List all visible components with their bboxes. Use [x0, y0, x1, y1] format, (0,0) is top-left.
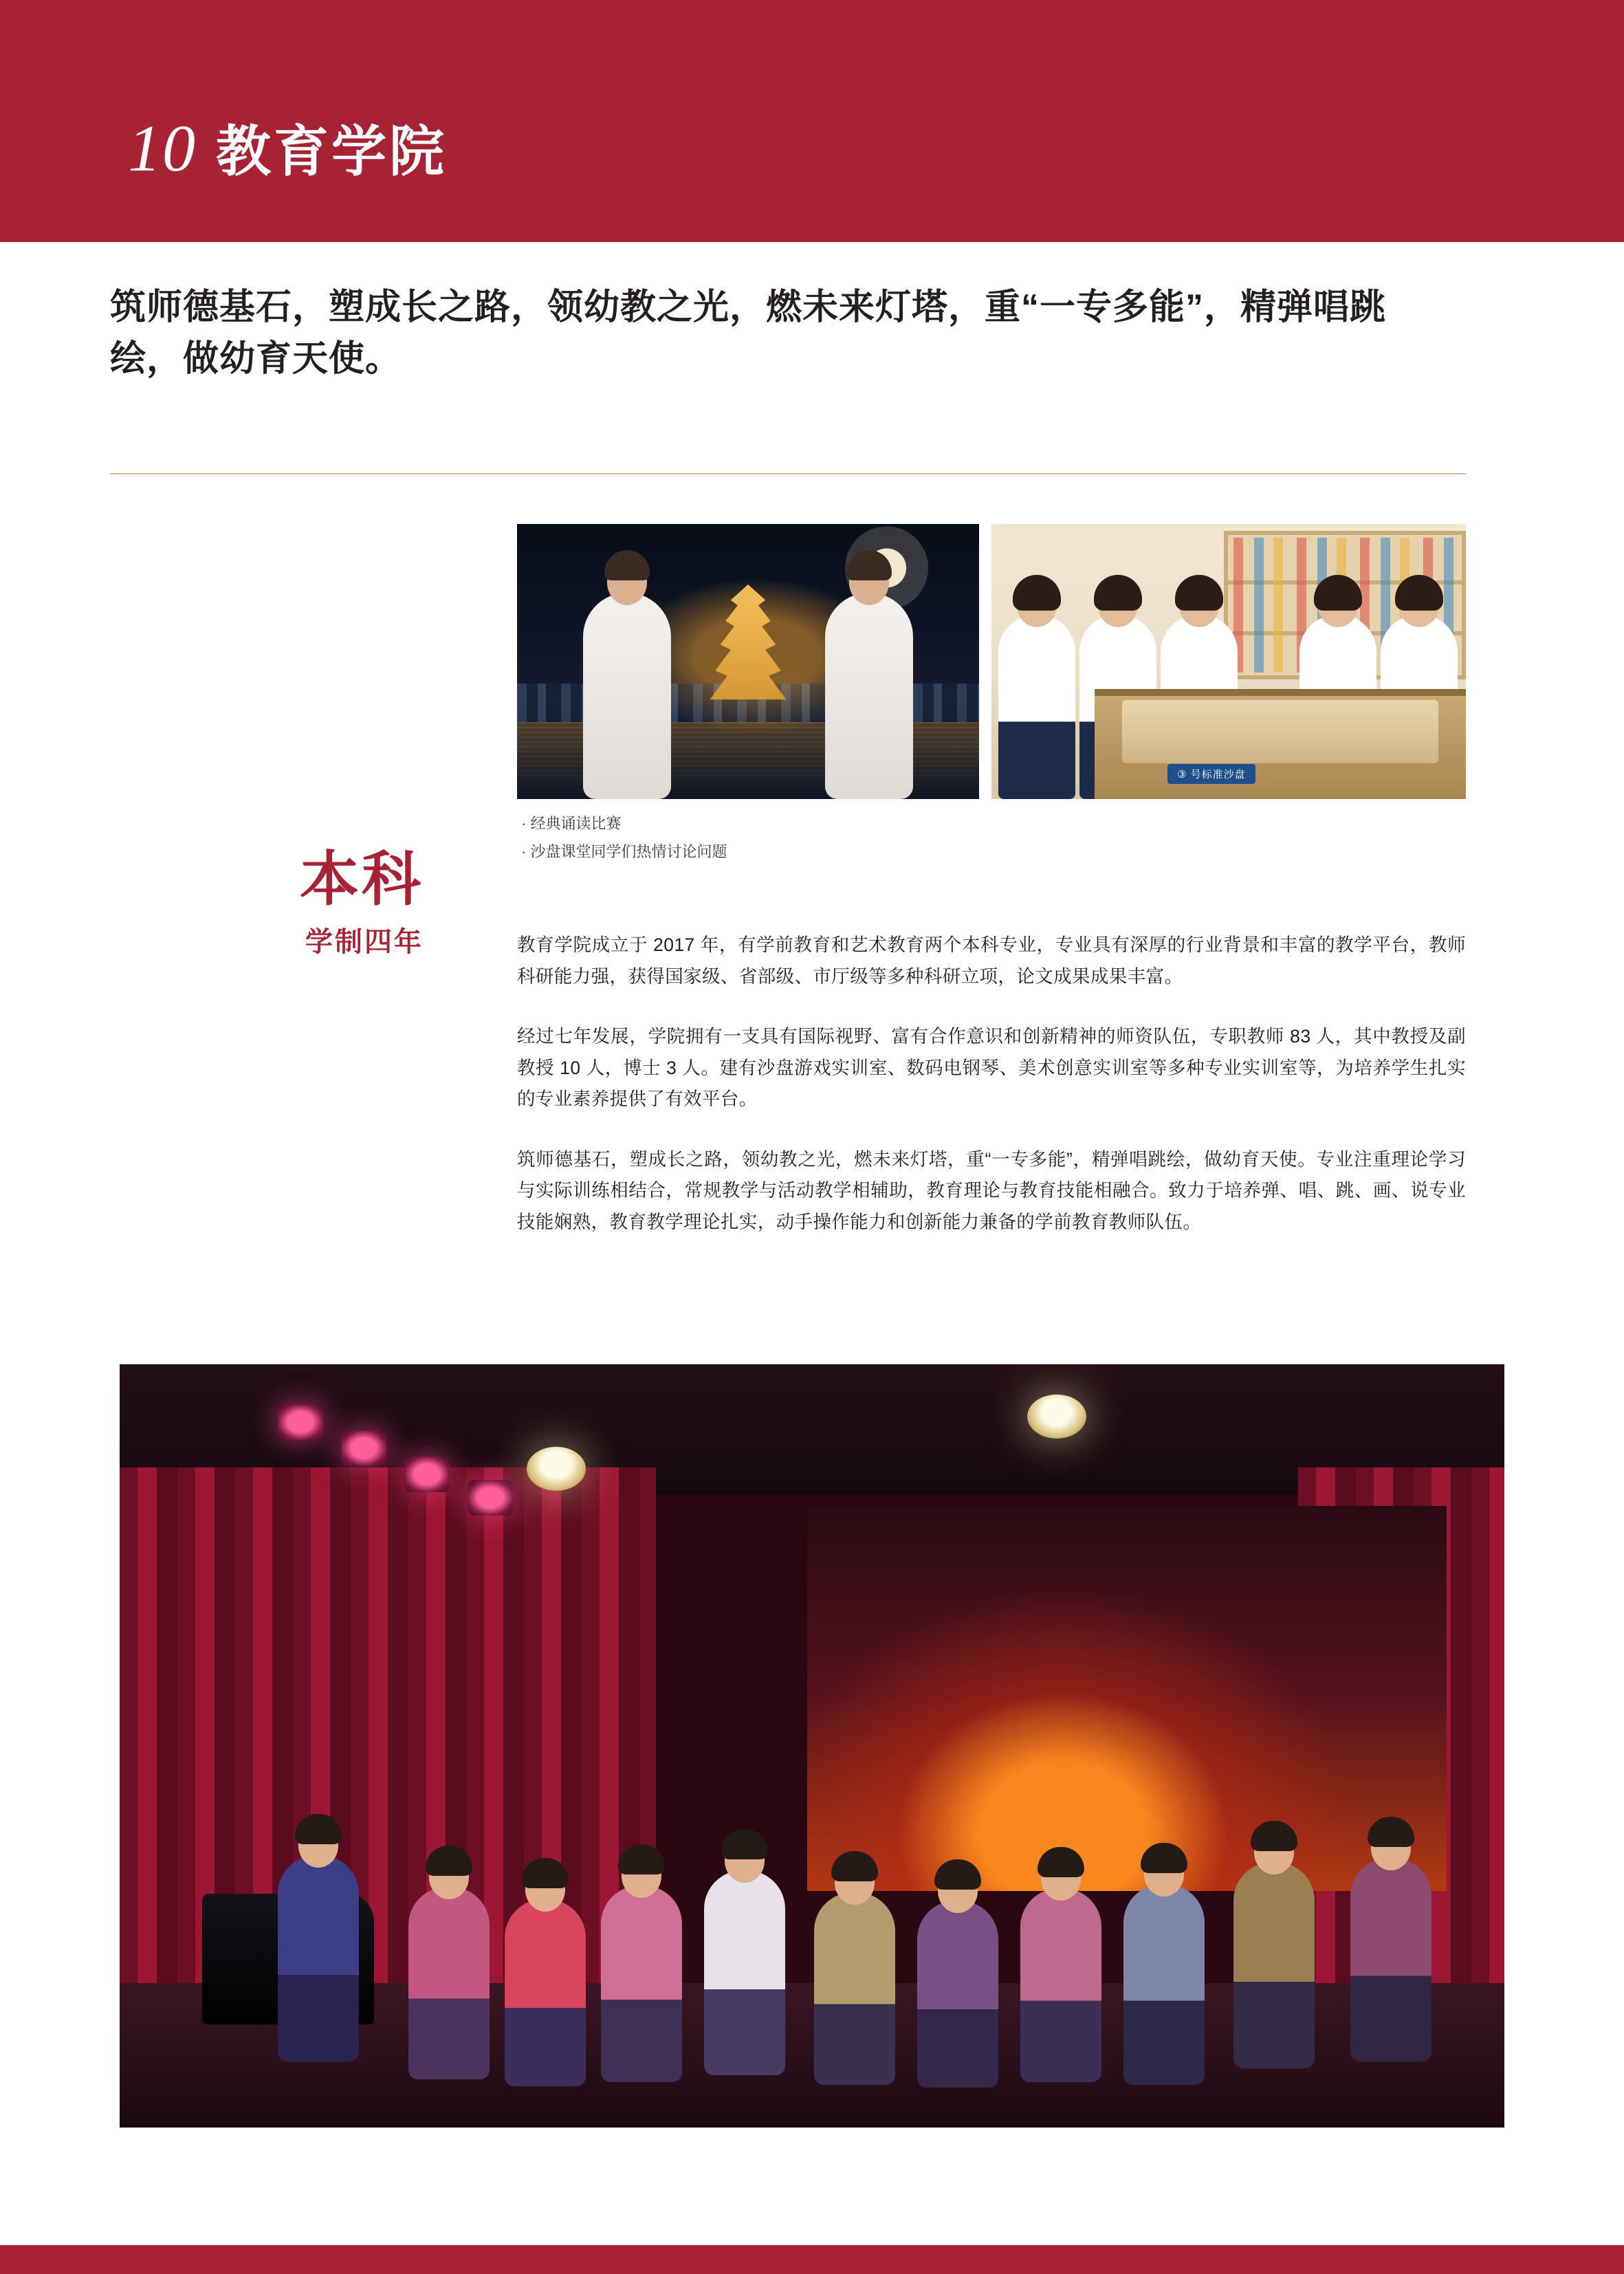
stage-light-icon	[404, 1456, 450, 1492]
page-footer-band	[0, 2245, 1624, 2274]
performer-figure	[505, 1899, 586, 2086]
degree-duration: 学制四年	[305, 927, 424, 958]
stage-downlight-icon	[1027, 1395, 1086, 1439]
classical-recitation-photo	[517, 524, 979, 799]
caption-item: · 经典诵读比赛	[521, 815, 622, 832]
performer-figure	[278, 1855, 359, 2062]
section-number: 10	[128, 111, 197, 185]
horizontal-divider	[110, 473, 1466, 474]
page-header-band	[0, 0, 1624, 242]
stage-led-screen	[807, 1506, 1447, 1891]
pagoda-shape	[705, 584, 791, 715]
sand-table-label: ③ 号标准沙盘	[1167, 764, 1255, 784]
body-text-column	[517, 930, 1466, 1238]
body-paragraph: 教育学院成立于 2017 年，有学前教育和艺术教育两个本科专业，专业具有深厚的行业背景和丰富的教学平台，教师科研能力强，获得国家级、省部级、市厅级等多种科研立项，论文成果成果丰富。	[517, 934, 1466, 987]
stage-light-icon	[278, 1404, 323, 1440]
photo-captions	[521, 810, 1346, 866]
header-inner	[128, 111, 447, 185]
performer-figure	[814, 1892, 895, 2085]
sandtable-classroom-photo	[991, 524, 1466, 799]
page-title: 教育学院	[216, 121, 447, 182]
stage-light-icon	[468, 1480, 513, 1516]
performer-figure	[1123, 1884, 1205, 2085]
sand-surface-shape	[1122, 700, 1438, 763]
body-paragraph: 筑师德基石，塑成长之路，领幼教之光，燃未来灯塔，重“一专多能”，精弹唱跳绘，做幼育天使。专业注重理论学习与实际训练相结合，常规教学与活动教学相辅助，教育理论与教育技能相融合。致力于培养弹、唱、跳、画、说专业技能娴熟，教育教学理论扎实，动手操作能力和创新能力兼备的学前教育教师队伍。	[517, 1148, 1466, 1233]
department-slogan: 筑师德基石，塑成长之路，领幼教之光，燃未来灯塔，重“一专多能”，精弹唱跳绘，做幼育天使。	[110, 287, 1387, 380]
performer-figure	[825, 593, 913, 799]
performer-figure	[1233, 1862, 1315, 2068]
stage-downlight-icon	[527, 1447, 586, 1491]
caption-item: · 沙盘课堂同学们热情讨论问题	[521, 842, 727, 860]
performer-figure	[917, 1901, 998, 2088]
performer-figure	[583, 593, 671, 799]
performer-figure	[408, 1887, 490, 2079]
stage-light-icon	[341, 1430, 386, 1466]
performer-figure	[1350, 1858, 1431, 2062]
body-paragraph: 经过七年发展，学院拥有一支具有国际视野、富有合作意识和创新精神的师资队伍，专职教师 83 人，其中教授及副教授 10 人，博士 3 人。建有沙盘游戏实训室、数码电钢琴、美术创意实训室等多种专业实训室等，为培养学生扎实的专业素养提供了有效平台。	[517, 1026, 1466, 1110]
student-figure	[998, 615, 1075, 799]
performer-figure	[1020, 1888, 1101, 2082]
stage-performance-photo	[120, 1364, 1504, 2128]
degree-level: 本科	[300, 846, 424, 912]
performer-figure	[704, 1870, 785, 2075]
performer-figure	[601, 1885, 682, 2082]
photo-row	[517, 524, 1466, 799]
degree-block	[128, 846, 424, 959]
